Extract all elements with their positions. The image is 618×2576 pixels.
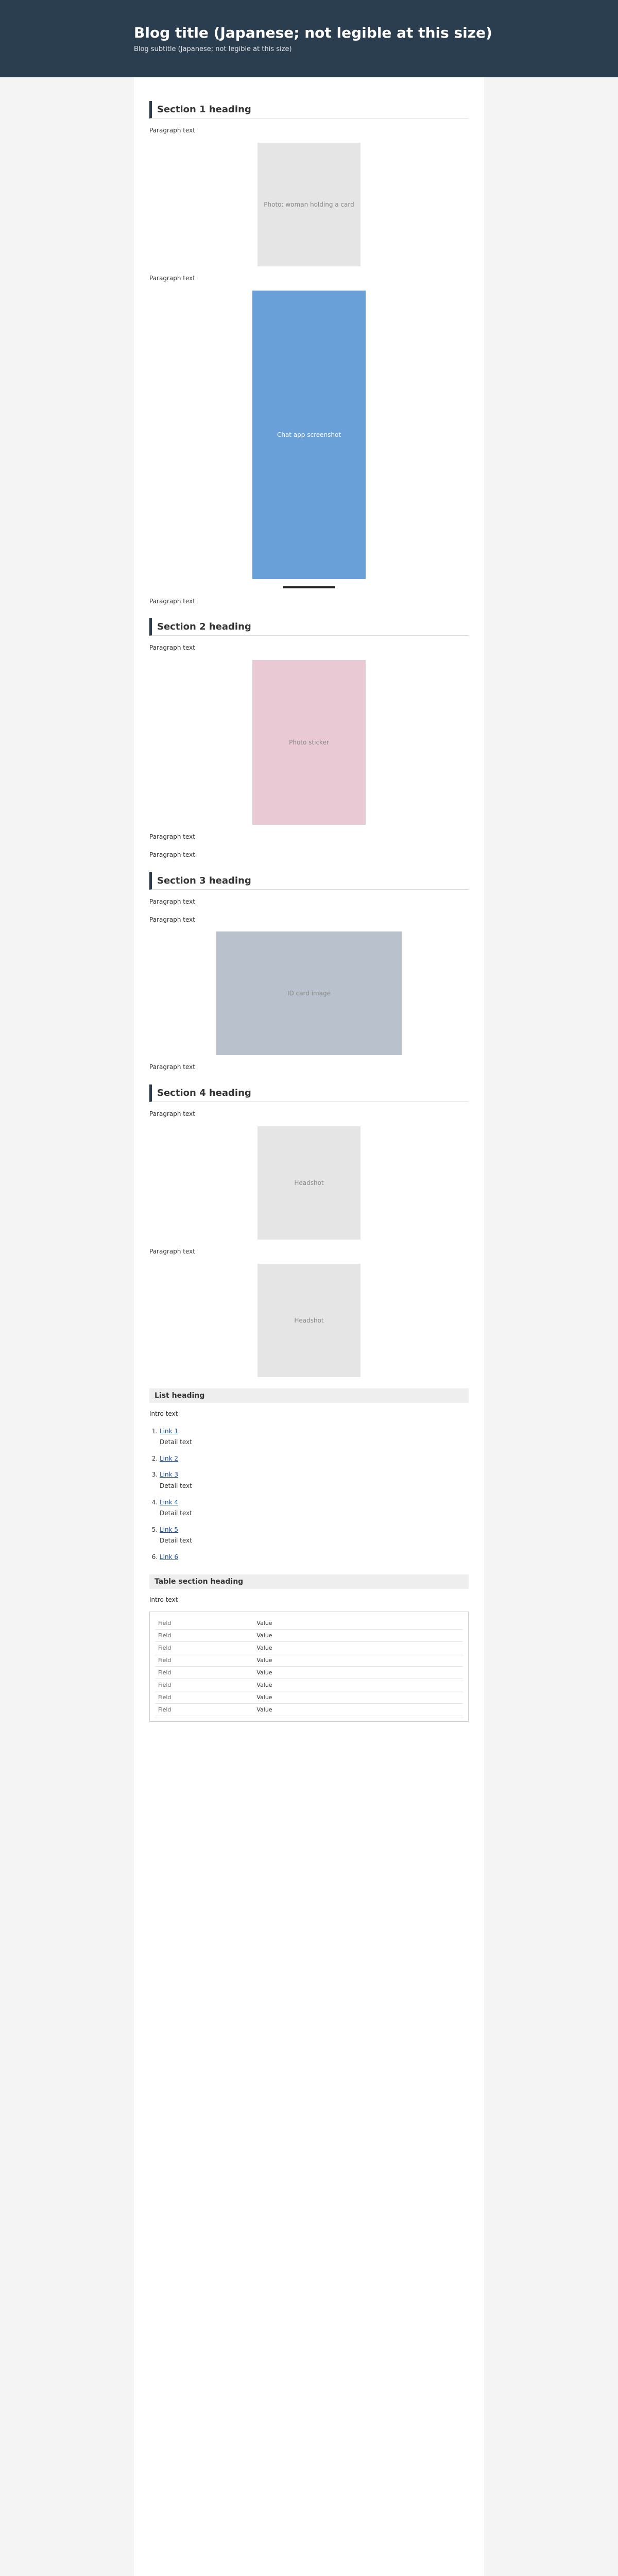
chat-screenshot: Chat app screenshot [252,291,366,579]
list-item [160,1426,469,1448]
list-link[interactable]: Link 5 [160,1526,179,1533]
section-heading: Section 4 heading [149,1084,469,1102]
article [134,77,484,2576]
list-detail: Detail text [160,1482,192,1489]
list-link[interactable]: Link 3 [160,1471,179,1479]
id-card-image: ID card image [216,931,402,1055]
list-item [160,1497,469,1519]
table-value: Value [253,1691,463,1704]
table-row [155,1630,463,1642]
table-row [155,1667,463,1679]
table-key: Field [155,1679,253,1691]
paragraph: Paragraph text [149,851,195,858]
link-list [149,1426,469,1563]
paragraph: Paragraph text [149,644,195,652]
table-key: Field [155,1704,253,1716]
table-key: Field [155,1667,253,1679]
section-heading: Section 3 heading [149,872,469,890]
paragraph: Paragraph text [149,597,195,605]
list-link[interactable]: Link 6 [160,1553,179,1561]
paragraph: Paragraph text [149,916,195,923]
site-header [0,0,618,77]
list-item [160,1469,469,1492]
table-value: Value [253,1704,463,1716]
info-box [149,1612,469,1722]
table-value: Value [253,1617,463,1630]
table-key: Field [155,1654,253,1667]
section-heading: Section 2 heading [149,618,469,636]
paragraph: Paragraph text [149,833,195,841]
site-title[interactable]: Blog title (Japanese; not legible at this size) [134,24,492,41]
table-row [155,1679,463,1691]
sticker-photo: Photo sticker [252,660,366,825]
list-item [160,1453,469,1465]
site-subtitle: Blog subtitle (Japanese; not legible at this size) [134,45,292,53]
list-item [160,1552,469,1563]
list-item [160,1524,469,1547]
table-value: Value [253,1679,463,1691]
paragraph: Paragraph text [149,1247,195,1255]
list-detail: Detail text [160,1537,192,1545]
table-value: Value [253,1642,463,1654]
table-value: Value [253,1654,463,1667]
paragraph: Paragraph text [149,1063,195,1071]
table-intro: Intro text [149,1596,178,1603]
table-row [155,1642,463,1654]
table-key: Field [155,1691,253,1704]
paragraph: Paragraph text [149,274,195,282]
table-value: Value [253,1630,463,1642]
table-row [155,1617,463,1630]
list-intro: Intro text [149,1410,178,1417]
section-heading: Section 1 heading [149,101,469,118]
table-key: Field [155,1617,253,1630]
table-row [155,1654,463,1667]
table-heading: Table section heading [149,1574,469,1589]
paragraph: Paragraph text [149,897,195,905]
table-value: Value [253,1667,463,1679]
divider [283,586,335,588]
info-table [155,1617,463,1716]
table-row [155,1691,463,1704]
table-key: Field [155,1642,253,1654]
paragraph: Paragraph text [149,1110,195,1118]
list-detail: Detail text [160,1438,192,1446]
list-heading: List heading [149,1388,469,1403]
photo-card-image: Photo: woman holding a card [258,143,360,266]
paragraph: Paragraph text [149,127,195,134]
headshot-image: Headshot [258,1126,360,1240]
list-link[interactable]: Link 1 [160,1427,179,1435]
list-detail: Detail text [160,1510,192,1517]
headshot-image: Headshot [258,1264,360,1377]
list-link[interactable]: Link 4 [160,1498,179,1506]
table-key: Field [155,1630,253,1642]
list-link[interactable]: Link 2 [160,1454,179,1462]
table-row [155,1704,463,1716]
